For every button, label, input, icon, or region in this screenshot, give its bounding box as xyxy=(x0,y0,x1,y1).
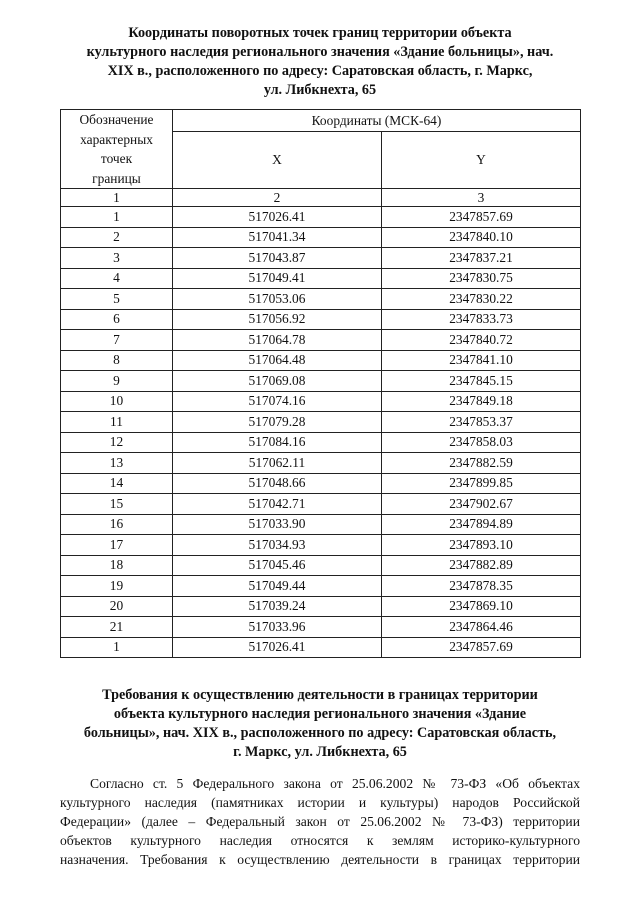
table-row xyxy=(61,248,581,269)
header-point-line: характерных xyxy=(80,131,153,147)
table-row xyxy=(61,330,581,351)
heading-line: больницы», нач. XIX в., расположенного по адресу: Саратовская область, xyxy=(83,725,557,741)
y-coordinate-cell: 2347893.10 xyxy=(382,535,581,556)
table-row xyxy=(61,473,581,494)
paragraph-line: Согласно ст. 5 Федерального закона от 25.06.2002 № 73-ФЗ «Об объектах xyxy=(90,776,580,791)
point-number-cell: 1 xyxy=(61,637,173,658)
table-row xyxy=(61,576,581,597)
column-numbering-row xyxy=(61,189,581,207)
y-coordinate-cell: 2347849.18 xyxy=(382,391,581,412)
table-row xyxy=(61,494,581,515)
header-coordinates: Координаты (МСК-64) xyxy=(173,110,581,132)
coordinates-table xyxy=(60,109,581,658)
x-coordinate-cell: 517074.16 xyxy=(173,391,382,412)
x-coordinate-cell: 517034.93 xyxy=(173,535,382,556)
x-coordinate-cell: 517064.48 xyxy=(173,350,382,371)
table-row xyxy=(61,289,581,310)
header-point-line: Обозначение xyxy=(79,112,154,127)
x-coordinate-cell: 517079.28 xyxy=(173,412,382,433)
x-coordinate-cell: 517043.87 xyxy=(173,248,382,269)
x-coordinate-cell: 517026.41 xyxy=(173,207,382,228)
column-number: 3 xyxy=(382,189,581,207)
x-coordinate-cell: 517062.11 xyxy=(173,453,382,474)
point-number-cell: 12 xyxy=(61,432,173,453)
table-row xyxy=(61,535,581,556)
table-row xyxy=(61,227,581,248)
x-coordinate-cell: 517069.08 xyxy=(173,371,382,392)
y-coordinate-cell: 2347853.37 xyxy=(382,412,581,433)
column-number: 2 xyxy=(173,189,382,207)
y-coordinate-cell: 2347840.10 xyxy=(382,227,581,248)
y-coordinate-cell: 2347902.67 xyxy=(382,494,581,515)
x-coordinate-cell: 517026.41 xyxy=(173,637,382,658)
x-coordinate-cell: 517049.41 xyxy=(173,268,382,289)
table-row xyxy=(61,207,581,228)
table-row xyxy=(61,391,581,412)
point-number-cell: 7 xyxy=(61,330,173,351)
table-row xyxy=(61,637,581,658)
y-coordinate-cell: 2347841.10 xyxy=(382,350,581,371)
x-coordinate-cell: 517049.44 xyxy=(173,576,382,597)
table-row xyxy=(61,596,581,617)
y-coordinate-cell: 2347840.72 xyxy=(382,330,581,351)
point-number-cell: 13 xyxy=(61,453,173,474)
header-y: Y xyxy=(382,132,581,189)
x-coordinate-cell: 517056.92 xyxy=(173,309,382,330)
x-coordinate-cell: 517041.34 xyxy=(173,227,382,248)
point-number-cell: 20 xyxy=(61,596,173,617)
table-row xyxy=(61,309,581,330)
point-number-cell: 6 xyxy=(61,309,173,330)
paragraph-line: назначения. Требования к осуществлению деятельности в границах территории xyxy=(60,852,580,867)
x-coordinate-cell: 517042.71 xyxy=(173,494,382,515)
heading-line: объекта культурного наследия регионального значения «Здание xyxy=(113,706,527,722)
table-row xyxy=(61,432,581,453)
header-x: X xyxy=(173,132,382,189)
table-row xyxy=(61,514,581,535)
document-title xyxy=(70,24,570,100)
x-coordinate-cell: 517045.46 xyxy=(173,555,382,576)
point-number-cell: 10 xyxy=(61,391,173,412)
table-row xyxy=(61,617,581,638)
y-coordinate-cell: 2347864.46 xyxy=(382,617,581,638)
paragraph-line: объектов культурного наследия относятся к землям историко-культурного xyxy=(60,833,580,848)
y-coordinate-cell: 2347830.75 xyxy=(382,268,581,289)
point-number-cell: 5 xyxy=(61,289,173,310)
y-coordinate-cell: 2347837.21 xyxy=(382,248,581,269)
header-point-designation xyxy=(61,110,173,189)
point-number-cell: 19 xyxy=(61,576,173,597)
x-coordinate-cell: 517048.66 xyxy=(173,473,382,494)
requirements-heading xyxy=(60,686,580,762)
y-coordinate-cell: 2347830.22 xyxy=(382,289,581,310)
title-line: XIX в., расположенного по адресу: Саратовская область, г. Маркс, xyxy=(107,63,533,79)
column-number: 1 xyxy=(61,189,173,207)
x-coordinate-cell: 517033.90 xyxy=(173,514,382,535)
table-row xyxy=(61,350,581,371)
point-number-cell: 18 xyxy=(61,555,173,576)
y-coordinate-cell: 2347857.69 xyxy=(382,637,581,658)
table-row xyxy=(61,555,581,576)
table-row xyxy=(61,412,581,433)
header-point-line: точек xyxy=(100,151,133,166)
y-coordinate-cell: 2347858.03 xyxy=(382,432,581,453)
x-coordinate-cell: 517033.96 xyxy=(173,617,382,638)
title-line: культурного наследия регионального значения «Здание больницы», нач. xyxy=(86,44,554,60)
point-number-cell: 14 xyxy=(61,473,173,494)
title-line: ул. Либкнехта, 65 xyxy=(263,82,377,98)
point-number-cell: 16 xyxy=(61,514,173,535)
point-number-cell: 2 xyxy=(61,227,173,248)
point-number-cell: 21 xyxy=(61,617,173,638)
y-coordinate-cell: 2347878.35 xyxy=(382,576,581,597)
x-coordinate-cell: 517039.24 xyxy=(173,596,382,617)
point-number-cell: 8 xyxy=(61,350,173,371)
point-number-cell: 17 xyxy=(61,535,173,556)
y-coordinate-cell: 2347869.10 xyxy=(382,596,581,617)
heading-line: Требования к осуществлению деятельности в границах территории xyxy=(102,687,538,703)
point-number-cell: 3 xyxy=(61,248,173,269)
point-number-cell: 4 xyxy=(61,268,173,289)
y-coordinate-cell: 2347845.15 xyxy=(382,371,581,392)
point-number-cell: 1 xyxy=(61,207,173,228)
point-number-cell: 15 xyxy=(61,494,173,515)
y-coordinate-cell: 2347899.85 xyxy=(382,473,581,494)
y-coordinate-cell: 2347894.89 xyxy=(382,514,581,535)
y-coordinate-cell: 2347857.69 xyxy=(382,207,581,228)
paragraph-line: Федерации» (далее – Федеральный закон от 25.06.2002 № 73-ФЗ) территории xyxy=(60,814,580,829)
x-coordinate-cell: 517053.06 xyxy=(173,289,382,310)
y-coordinate-cell: 2347882.89 xyxy=(382,555,581,576)
y-coordinate-cell: 2347882.59 xyxy=(382,453,581,474)
table-row xyxy=(61,268,581,289)
body-paragraph xyxy=(60,774,580,869)
coordinates-body xyxy=(61,207,581,658)
x-coordinate-cell: 517064.78 xyxy=(173,330,382,351)
table-row xyxy=(61,371,581,392)
y-coordinate-cell: 2347833.73 xyxy=(382,309,581,330)
header-point-line: границы xyxy=(92,170,141,186)
title-line: Координаты поворотных точек границ территории объекта xyxy=(128,25,512,41)
point-number-cell: 9 xyxy=(61,371,173,392)
paragraph-line: культурного наследия (памятниках истории и культуры) народов Российской xyxy=(60,795,580,810)
heading-line: г. Маркс, ул. Либкнехта, 65 xyxy=(233,744,407,760)
point-number-cell: 11 xyxy=(61,412,173,433)
table-row xyxy=(61,453,581,474)
x-coordinate-cell: 517084.16 xyxy=(173,432,382,453)
